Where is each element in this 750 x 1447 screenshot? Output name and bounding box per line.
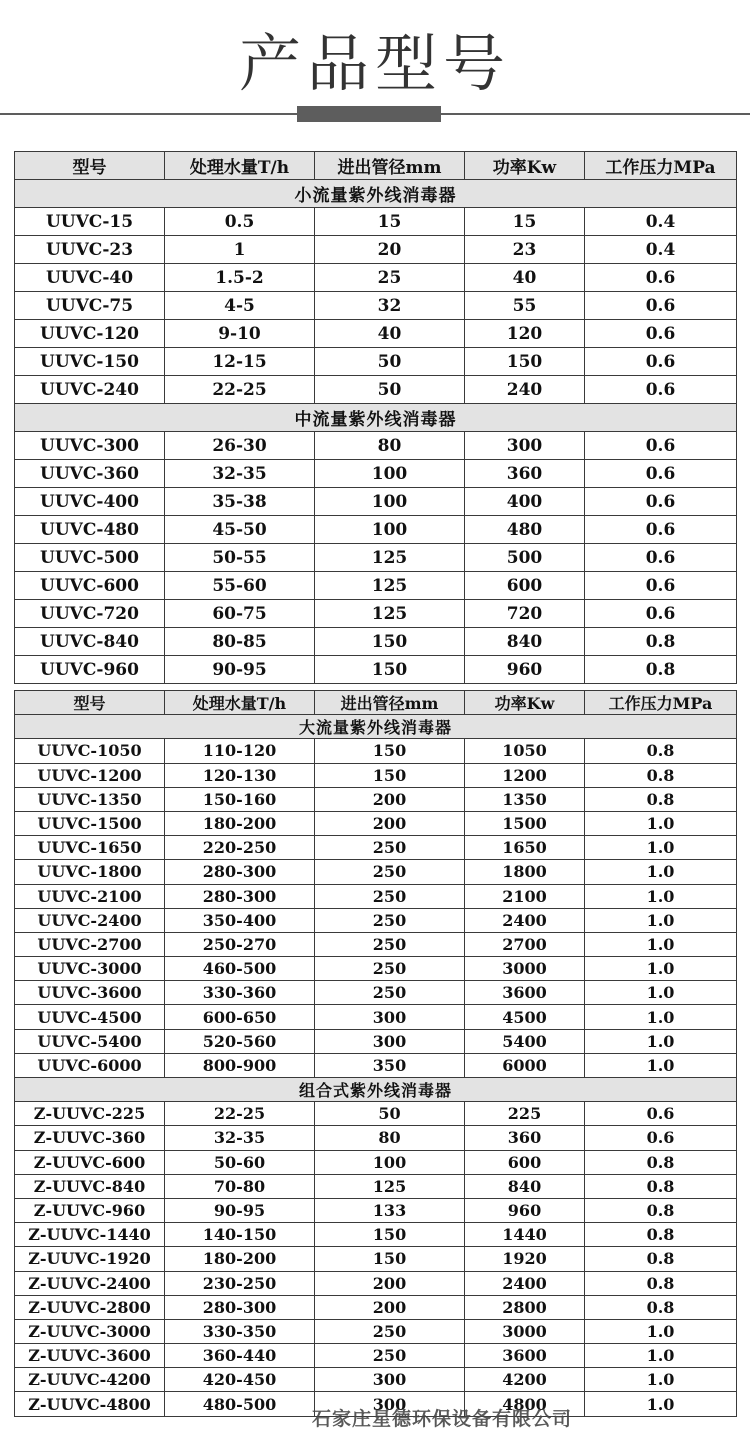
table-cell: 840 xyxy=(465,628,585,656)
table-cell: 250 xyxy=(315,1319,465,1343)
table-cell: 4800 xyxy=(465,1392,585,1416)
table-cell: 55 xyxy=(465,292,585,320)
table-cell: 1.0 xyxy=(585,957,737,981)
table-cell: 1.0 xyxy=(585,981,737,1005)
table-cell: 1.0 xyxy=(585,1053,737,1077)
table-cell: 280-300 xyxy=(165,884,315,908)
table-cell: UUVC-240 xyxy=(15,376,165,404)
table-cell: 1.0 xyxy=(585,1029,737,1053)
table-cell: 0.8 xyxy=(585,1198,737,1222)
table-cell: 3000 xyxy=(465,957,585,981)
section-row xyxy=(15,404,737,432)
table-cell: 25 xyxy=(315,264,465,292)
company-watermark: 石家庄星德环保设备有限公司 xyxy=(311,1408,572,1430)
table-cell: 150 xyxy=(315,628,465,656)
table-cell: UUVC-720 xyxy=(15,600,165,628)
table-cell: 250 xyxy=(315,908,465,932)
table-cell: 0.4 xyxy=(585,208,737,236)
table-cell: 1920 xyxy=(465,1247,585,1271)
table-cell: 5400 xyxy=(465,1029,585,1053)
table-cell: 0.6 xyxy=(585,600,737,628)
table-cell: 0.6 xyxy=(585,1102,737,1126)
table-cell: 300 xyxy=(315,1005,465,1029)
table-cell: 133 xyxy=(315,1198,465,1222)
table-cell: UUVC-2100 xyxy=(15,884,165,908)
table-cell: 600 xyxy=(465,1150,585,1174)
table-cell: 32 xyxy=(315,292,465,320)
table-cell: 80 xyxy=(315,1126,465,1150)
table-cell: 250 xyxy=(315,981,465,1005)
header-cell: 型号 xyxy=(15,691,165,715)
table-cell: 2700 xyxy=(465,932,585,956)
table-cell: 280-300 xyxy=(165,860,315,884)
table-cell: 300 xyxy=(315,1392,465,1416)
table-cell: Z-UUVC-2400 xyxy=(15,1271,165,1295)
section-title: 大流量紫外线消毒器 xyxy=(15,715,737,739)
table-cell: 150 xyxy=(315,763,465,787)
table-cell: 250 xyxy=(315,1344,465,1368)
table-cell: 60-75 xyxy=(165,600,315,628)
table-cell: 960 xyxy=(465,1198,585,1222)
table-cell: 0.8 xyxy=(585,763,737,787)
table-cell: 0.4 xyxy=(585,236,737,264)
table-cell: 300 xyxy=(315,1029,465,1053)
table-cell: 100 xyxy=(315,460,465,488)
table-row xyxy=(15,348,737,376)
table-cell: UUVC-1500 xyxy=(15,811,165,835)
table-cell: 150-160 xyxy=(165,787,315,811)
table-cell: 230-250 xyxy=(165,1271,315,1295)
table-cell: 330-360 xyxy=(165,981,315,1005)
table-cell: 0.8 xyxy=(585,1223,737,1247)
table-cell: 120 xyxy=(465,320,585,348)
table-row xyxy=(15,628,737,656)
table-cell: 0.6 xyxy=(585,432,737,460)
table-cell: 3000 xyxy=(465,1319,585,1343)
header-cell: 功率Kw xyxy=(465,691,585,715)
table-cell: UUVC-1350 xyxy=(15,787,165,811)
table-cell: UUVC-840 xyxy=(15,628,165,656)
table-cell: UUVC-1200 xyxy=(15,763,165,787)
table-row xyxy=(15,1102,737,1126)
table-cell: UUVC-360 xyxy=(15,460,165,488)
table-cell: 300 xyxy=(315,1368,465,1392)
table-cell: 0.6 xyxy=(585,264,737,292)
table-cell: 20 xyxy=(315,236,465,264)
table-cell: 1350 xyxy=(465,787,585,811)
table-cell: 250-270 xyxy=(165,932,315,956)
table-cell: 300 xyxy=(465,432,585,460)
table-cell: UUVC-5400 xyxy=(15,1029,165,1053)
table-cell: 840 xyxy=(465,1174,585,1198)
header-cell: 处理水量T/h xyxy=(165,691,315,715)
table-cell: 0.6 xyxy=(585,348,737,376)
table-cell: 15 xyxy=(315,208,465,236)
table-cell: 1.0 xyxy=(585,908,737,932)
table-row xyxy=(15,860,737,884)
header-cell: 处理水量T/h xyxy=(165,152,315,180)
table-cell: 50-60 xyxy=(165,1150,315,1174)
table-cell: UUVC-600 xyxy=(15,572,165,600)
table-cell: 0.8 xyxy=(585,628,737,656)
table-cell: 200 xyxy=(315,787,465,811)
table-cell: UUVC-120 xyxy=(15,320,165,348)
table-cell: 0.8 xyxy=(585,739,737,763)
table-row xyxy=(15,787,737,811)
table-cell: 150 xyxy=(315,656,465,684)
table-cell: 360 xyxy=(465,460,585,488)
table-cell: 1050 xyxy=(465,739,585,763)
table-cell: 225 xyxy=(465,1102,585,1126)
model-table-bottom xyxy=(14,690,737,1417)
table-cell: Z-UUVC-4800 xyxy=(15,1392,165,1416)
table-row xyxy=(15,544,737,572)
table-cell: 3600 xyxy=(465,1344,585,1368)
table-row xyxy=(15,1319,737,1343)
table-row xyxy=(15,1053,737,1077)
table-row xyxy=(15,236,737,264)
table-cell: UUVC-15 xyxy=(15,208,165,236)
table-row xyxy=(15,1344,737,1368)
table-row xyxy=(15,1198,737,1222)
table-row xyxy=(15,1029,737,1053)
table-cell: 120-130 xyxy=(165,763,315,787)
table-row xyxy=(15,460,737,488)
table-cell: 0.6 xyxy=(585,320,737,348)
header-cell: 工作压力MPa xyxy=(585,691,737,715)
header-row xyxy=(15,152,737,180)
table-cell: 50 xyxy=(315,348,465,376)
header-cell: 型号 xyxy=(15,152,165,180)
table-cell: 280-300 xyxy=(165,1295,315,1319)
table-cell: 350 xyxy=(315,1053,465,1077)
table-cell: 22-25 xyxy=(165,1102,315,1126)
table-cell: 80 xyxy=(315,432,465,460)
table-cell: 0.6 xyxy=(585,544,737,572)
table-cell: 350-400 xyxy=(165,908,315,932)
table-row xyxy=(15,1005,737,1029)
table-cell: UUVC-1050 xyxy=(15,739,165,763)
table-cell: 0.8 xyxy=(585,1150,737,1174)
table-row xyxy=(15,264,737,292)
section-row xyxy=(15,715,737,739)
table-cell: 0.6 xyxy=(585,292,737,320)
table-cell: 1.0 xyxy=(585,836,737,860)
table-cell: 250 xyxy=(315,884,465,908)
table-row xyxy=(15,957,737,981)
table-cell: 960 xyxy=(465,656,585,684)
table-cell: 2100 xyxy=(465,884,585,908)
table-cell: 1.0 xyxy=(585,1392,737,1416)
table-cell: 125 xyxy=(315,1174,465,1198)
table-cell: 4200 xyxy=(465,1368,585,1392)
table-cell: 400 xyxy=(465,488,585,516)
table-cell: UUVC-23 xyxy=(15,236,165,264)
table-cell: 200 xyxy=(315,811,465,835)
table-cell: 1.0 xyxy=(585,932,737,956)
table-row xyxy=(15,1126,737,1150)
table-row xyxy=(15,656,737,684)
table-cell: 23 xyxy=(465,236,585,264)
header-cell: 工作压力MPa xyxy=(585,152,737,180)
table-row xyxy=(15,1247,737,1271)
table-cell: 600-650 xyxy=(165,1005,315,1029)
table-row xyxy=(15,932,737,956)
table-row xyxy=(15,208,737,236)
table-cell: 150 xyxy=(465,348,585,376)
table-cell: 1650 xyxy=(465,836,585,860)
table-cell: 0.6 xyxy=(585,488,737,516)
table-cell: 250 xyxy=(315,957,465,981)
table-cell: 180-200 xyxy=(165,1247,315,1271)
table-cell: Z-UUVC-360 xyxy=(15,1126,165,1150)
table-cell: UUVC-500 xyxy=(15,544,165,572)
table-cell: UUVC-75 xyxy=(15,292,165,320)
table-cell: 1.0 xyxy=(585,1005,737,1029)
header-cell: 进出管径mm xyxy=(315,691,465,715)
table-cell: 15 xyxy=(465,208,585,236)
table-cell: 50 xyxy=(315,1102,465,1126)
page-title: 产品型号 xyxy=(238,27,511,100)
table-row xyxy=(15,763,737,787)
table-cell: 22-25 xyxy=(165,376,315,404)
table-cell: 0.8 xyxy=(585,656,737,684)
table-cell: 32-35 xyxy=(165,460,315,488)
table-cell: 110-120 xyxy=(165,739,315,763)
table-cell: 200 xyxy=(315,1271,465,1295)
table-cell: Z-UUVC-3600 xyxy=(15,1344,165,1368)
table-row xyxy=(15,1174,737,1198)
section-title: 小流量紫外线消毒器 xyxy=(15,180,737,208)
table-cell: 150 xyxy=(315,1247,465,1271)
table-cell: 6000 xyxy=(465,1053,585,1077)
section-row xyxy=(15,1078,737,1102)
table-row xyxy=(15,432,737,460)
table-cell: 150 xyxy=(315,1223,465,1247)
table-cell: UUVC-3600 xyxy=(15,981,165,1005)
table-row xyxy=(15,884,737,908)
table-cell: Z-UUVC-4200 xyxy=(15,1368,165,1392)
table-cell: 1.0 xyxy=(585,1368,737,1392)
section-title: 中流量紫外线消毒器 xyxy=(15,404,737,432)
table-cell: 360-440 xyxy=(165,1344,315,1368)
table-row xyxy=(15,1295,737,1319)
table-row xyxy=(15,908,737,932)
table-row xyxy=(15,488,737,516)
table-cell: Z-UUVC-960 xyxy=(15,1198,165,1222)
table-cell: UUVC-40 xyxy=(15,264,165,292)
table-cell: 250 xyxy=(315,836,465,860)
table-cell: 0.8 xyxy=(585,1295,737,1319)
table-row xyxy=(15,516,737,544)
table-cell: UUVC-960 xyxy=(15,656,165,684)
table-cell: 1.0 xyxy=(585,1344,737,1368)
table-cell: 150 xyxy=(315,739,465,763)
table-cell: 50-55 xyxy=(165,544,315,572)
table-cell: 9-10 xyxy=(165,320,315,348)
table-cell: UUVC-2400 xyxy=(15,908,165,932)
table-row xyxy=(15,811,737,835)
table-cell: UUVC-480 xyxy=(15,516,165,544)
table-cell: 480-500 xyxy=(165,1392,315,1416)
table-cell: 1200 xyxy=(465,763,585,787)
table-row xyxy=(15,1368,737,1392)
table-cell: Z-UUVC-600 xyxy=(15,1150,165,1174)
table-row xyxy=(15,1223,737,1247)
table-cell: 1.0 xyxy=(585,1319,737,1343)
table-cell: UUVC-300 xyxy=(15,432,165,460)
table-cell: 50 xyxy=(315,376,465,404)
table-row xyxy=(15,376,737,404)
table-cell: 125 xyxy=(315,600,465,628)
table-cell: 26-30 xyxy=(165,432,315,460)
table-cell: 125 xyxy=(315,572,465,600)
table-cell: Z-UUVC-2800 xyxy=(15,1295,165,1319)
table-cell: 4500 xyxy=(465,1005,585,1029)
table-cell: 90-95 xyxy=(165,1198,315,1222)
table-cell: 520-560 xyxy=(165,1029,315,1053)
table-cell: 0.8 xyxy=(585,787,737,811)
table-cell: 0.8 xyxy=(585,1247,737,1271)
table-cell: 4-5 xyxy=(165,292,315,320)
table-cell: 40 xyxy=(315,320,465,348)
table-row xyxy=(15,572,737,600)
table-cell: 180-200 xyxy=(165,811,315,835)
table-cell: 40 xyxy=(465,264,585,292)
table-cell: 1500 xyxy=(465,811,585,835)
table-cell: 1800 xyxy=(465,860,585,884)
table-cell: 12-15 xyxy=(165,348,315,376)
table-cell: 1.0 xyxy=(585,860,737,884)
table-cell: 0.6 xyxy=(585,572,737,600)
table-cell: 125 xyxy=(315,544,465,572)
table-cell: 330-350 xyxy=(165,1319,315,1343)
table-cell: Z-UUVC-3000 xyxy=(15,1319,165,1343)
table-cell: UUVC-1800 xyxy=(15,860,165,884)
table-cell: 35-38 xyxy=(165,488,315,516)
table-cell: 200 xyxy=(315,1295,465,1319)
table-cell: 32-35 xyxy=(165,1126,315,1150)
table-cell: 0.8 xyxy=(585,1174,737,1198)
table-cell: Z-UUVC-225 xyxy=(15,1102,165,1126)
header-cell: 功率Kw xyxy=(465,152,585,180)
table-cell: 2400 xyxy=(465,1271,585,1295)
table-cell: 0.6 xyxy=(585,1126,737,1150)
table-cell: 90-95 xyxy=(165,656,315,684)
table-cell: 600 xyxy=(465,572,585,600)
table-cell: UUVC-6000 xyxy=(15,1053,165,1077)
table-cell: 800-900 xyxy=(165,1053,315,1077)
title-divider-accent xyxy=(297,106,441,122)
table-cell: 1.5-2 xyxy=(165,264,315,292)
table-row xyxy=(15,836,737,860)
table-cell: 100 xyxy=(315,516,465,544)
table-cell: 0.6 xyxy=(585,376,737,404)
table-row xyxy=(15,1150,737,1174)
table-row xyxy=(15,981,737,1005)
section-row xyxy=(15,180,737,208)
table-cell: 720 xyxy=(465,600,585,628)
table-cell: 140-150 xyxy=(165,1223,315,1247)
table-row xyxy=(15,1271,737,1295)
table-cell: UUVC-1650 xyxy=(15,836,165,860)
table-cell: UUVC-3000 xyxy=(15,957,165,981)
table-cell: Z-UUVC-1440 xyxy=(15,1223,165,1247)
table-cell: 55-60 xyxy=(165,572,315,600)
header-row xyxy=(15,691,737,715)
table-row xyxy=(15,320,737,348)
table-cell: UUVC-4500 xyxy=(15,1005,165,1029)
table-cell: 100 xyxy=(315,488,465,516)
header-cell: 进出管径mm xyxy=(315,152,465,180)
table-cell: 480 xyxy=(465,516,585,544)
table-cell: 420-450 xyxy=(165,1368,315,1392)
table-cell: 100 xyxy=(315,1150,465,1174)
table-cell: UUVC-2700 xyxy=(15,932,165,956)
table-cell: 240 xyxy=(465,376,585,404)
table-cell: UUVC-150 xyxy=(15,348,165,376)
table-cell: 0.8 xyxy=(585,1271,737,1295)
table-row xyxy=(15,739,737,763)
table-cell: 2800 xyxy=(465,1295,585,1319)
table-cell: 0.6 xyxy=(585,460,737,488)
table-cell: 1440 xyxy=(465,1223,585,1247)
table-cell: Z-UUVC-840 xyxy=(15,1174,165,1198)
model-table-top xyxy=(14,151,737,684)
table-cell: 1.0 xyxy=(585,811,737,835)
table-row xyxy=(15,292,737,320)
table-cell: 360 xyxy=(465,1126,585,1150)
table-cell: 2400 xyxy=(465,908,585,932)
table-cell: 1 xyxy=(165,236,315,264)
table-cell: Z-UUVC-1920 xyxy=(15,1247,165,1271)
table-row xyxy=(15,600,737,628)
table-cell: 1.0 xyxy=(585,884,737,908)
table-cell: 3600 xyxy=(465,981,585,1005)
table-cell: 250 xyxy=(315,932,465,956)
table-cell: 250 xyxy=(315,860,465,884)
table-cell: 45-50 xyxy=(165,516,315,544)
table-cell: 70-80 xyxy=(165,1174,315,1198)
table-cell: 0.6 xyxy=(585,516,737,544)
table-cell: 0.5 xyxy=(165,208,315,236)
table-cell: UUVC-400 xyxy=(15,488,165,516)
table-cell: 460-500 xyxy=(165,957,315,981)
section-title: 组合式紫外线消毒器 xyxy=(15,1078,737,1102)
table-cell: 80-85 xyxy=(165,628,315,656)
table-cell: 500 xyxy=(465,544,585,572)
table-cell: 220-250 xyxy=(165,836,315,860)
